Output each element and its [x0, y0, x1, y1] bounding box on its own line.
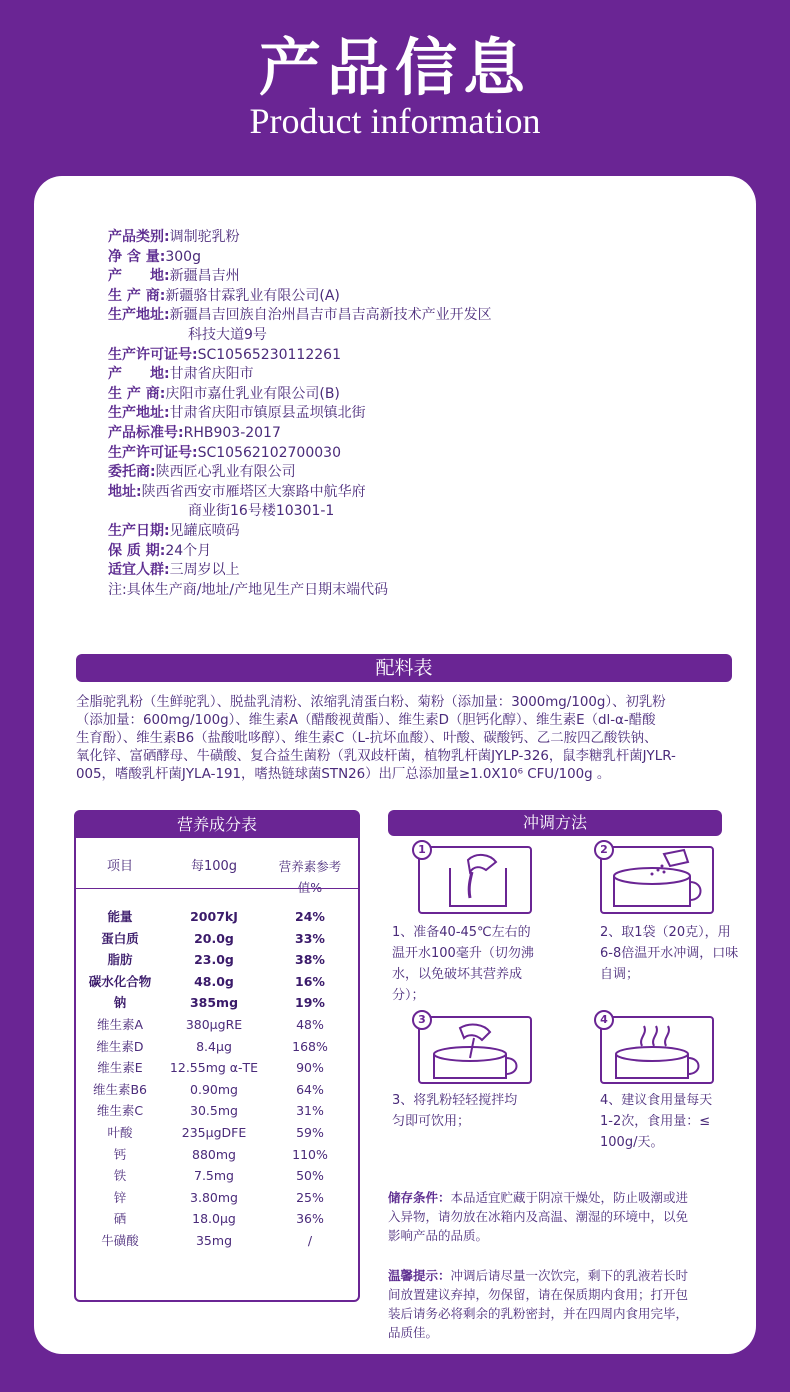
step-text-line: 1-2次，食用量：≤ [600, 1114, 711, 1129]
header-nrv: 营养素参考值% [278, 859, 342, 895]
info-value: SC10562102700030 [197, 444, 341, 461]
info-label: 生 产 商: [108, 385, 166, 402]
step-text-line: 3、将乳粉轻轻搅拌均 [392, 1093, 518, 1108]
info-row [108, 404, 492, 424]
info-value: 24个月 [165, 542, 212, 559]
info-value: 新疆昌吉州 [169, 268, 240, 285]
info-row [108, 581, 492, 601]
nutrition-cell-amount: 3.80mg [190, 1189, 238, 1205]
info-label: 生产许可证号: [108, 346, 198, 363]
step-text-line: 6-8倍温开水冲调，口味 [600, 946, 739, 961]
table-row [76, 1079, 358, 1100]
info-value: SC10565230112261 [197, 346, 341, 363]
tips-text: 装后请务必将剩余的乳粉密封，并在四周内食用完毕， [388, 1306, 689, 1321]
table-row [76, 1100, 358, 1121]
product-info-card [34, 176, 756, 1354]
ingredients-line: 生育酚）、维生素B6（盐酸吡哆醇）、维生素C（L-抗坏血酸）、叶酸、碳酸钙、乙二胺四乙酸铁钠、 [76, 731, 658, 746]
info-value: 三周岁以上 [169, 562, 240, 579]
header-per100g: 每100g [190, 859, 238, 874]
nutrition-cell-name: 维生素C [96, 1103, 144, 1119]
ingredients-line: 全脂驼乳粉（生鲜驼乳）、脱盐乳清粉、浓缩乳清蛋白粉、菊粉（添加量：3000mg/100g）、初乳粉 [76, 695, 666, 710]
tips-text: 间放置建议弃掉，勿保留，请在保质期内食用；打开包 [388, 1287, 689, 1302]
step-4-text [600, 1090, 730, 1153]
info-value: 新疆昌吉回族自治州昌吉市昌吉高新技术产业开发区 [169, 307, 492, 324]
nutrition-cell-name: 钙 [113, 1146, 127, 1162]
step-2-text [600, 922, 739, 985]
nutrition-cell-nrv: 24% [295, 909, 325, 924]
info-value: 300g [165, 248, 201, 265]
nutrition-cell-nrv: 33% [295, 930, 325, 946]
nutrition-cell-name: 钠 [113, 995, 127, 1011]
ingredients-line: （添加量：600mg/100g）、维生素A（醋酸视黄酯）、维生素D（胆钙化醇）、维生素E（dl-α-醋酸 [76, 713, 656, 728]
storage-line [388, 1188, 722, 1207]
nutrition-cell-name: 硒 [113, 1211, 127, 1227]
nutrition-cell-nrv: 38% [295, 952, 325, 968]
step-text-line: 自调； [600, 967, 640, 982]
storage-label: 储存条件： [388, 1190, 451, 1205]
step-3-text [392, 1090, 562, 1132]
storage-note [388, 1188, 722, 1245]
step-text-line: 100g/天。 [600, 1135, 664, 1150]
header-title-en: Product information [249, 101, 541, 141]
step-1-illustration [418, 846, 532, 914]
storage-text: 本品适宜贮藏于阴凉干燥处，防止吸潮或进 [450, 1190, 689, 1205]
info-row [108, 502, 492, 522]
nutrition-cell-amount: 35mg [195, 1233, 233, 1248]
nutrition-cell-nrv: 16% [295, 973, 325, 989]
info-row [108, 463, 492, 483]
step-text-line: 分）； [392, 988, 425, 1003]
nutrition-cell-amount: 20.0g [194, 930, 234, 946]
nutrition-cell-amount: 2007kJ [190, 909, 238, 924]
info-value: 调制驼乳粉 [169, 229, 240, 245]
info-label: 生产地址: [108, 405, 170, 422]
table-row [76, 1187, 358, 1208]
info-label: 适宜人群: [108, 562, 170, 579]
info-value: 注:具体生产商/地址/产地见生产日期末端代码 [108, 581, 389, 598]
info-value: 庆阳市嘉仕乳业有限公司(B) [165, 385, 340, 402]
nutrition-cell-name: 能量 [107, 909, 133, 924]
nutrition-cell-amount: 380μgRE [185, 1017, 243, 1032]
table-row [76, 1122, 358, 1143]
nutrition-cell-name: 脂肪 [107, 952, 133, 968]
info-row [108, 267, 492, 287]
table-row [76, 1057, 358, 1078]
step-3-illustration [418, 1016, 532, 1084]
tips-note [388, 1266, 722, 1342]
tips-text: 品质佳。 [388, 1325, 439, 1340]
info-label: 地址: [108, 483, 142, 500]
step-text-line: 2、取1袋（20克），用 [600, 925, 731, 940]
tips-line [388, 1285, 722, 1304]
nutrition-cell-nrv: 90% [296, 1060, 324, 1076]
nutrition-cell-amount: 30.5mg [190, 1103, 238, 1119]
nutrition-cell-name: 维生素D [96, 1038, 144, 1054]
info-value: 新疆骆甘霖乳业有限公司(A) [165, 287, 340, 304]
tips-label: 温馨提示： [388, 1268, 451, 1283]
table-row [76, 1014, 358, 1035]
step-4-illustration [600, 1016, 714, 1084]
ingredients-title: 配料表 [76, 654, 732, 682]
table-row [76, 949, 358, 970]
nutrition-cell-amount: 235μgDFE [181, 1125, 247, 1140]
nutrition-cell-amount: 7.5mg [194, 1168, 234, 1184]
step-text-line: 水，以免破坏其营养成 [392, 967, 523, 982]
nutrition-cell-nrv: 110% [292, 1146, 328, 1162]
nutrition-cell-nrv: 50% [296, 1168, 324, 1184]
preparation-title: 冲调方法 [388, 810, 722, 836]
tips-line [388, 1304, 722, 1323]
table-row [76, 1036, 358, 1057]
table-row [76, 906, 358, 927]
table-row [76, 1165, 358, 1186]
info-label: 委托商: [108, 464, 156, 481]
info-row [108, 385, 492, 405]
step-text-line: 1、准备40-45℃左右的 [392, 925, 531, 940]
info-row [108, 424, 492, 444]
info-label: 产 地: [108, 268, 170, 285]
step-4-number: 4 [594, 1010, 614, 1030]
info-row [108, 483, 492, 503]
nutrition-cell-name: 蛋白质 [101, 930, 139, 946]
info-value: 商业街16号楼10301-1 [188, 503, 335, 520]
info-value: 甘肃省庆阳市 [169, 366, 254, 383]
info-value: RHB903-2017 [183, 424, 281, 441]
nutrition-cell-amount: 385mg [189, 995, 239, 1011]
nutrition-cell-nrv: / [307, 1233, 313, 1248]
info-value: 陕西匠心乳业有限公司 [155, 464, 296, 481]
step-2-number: 2 [594, 840, 614, 860]
nutrition-cell-amount: 23.0g [194, 952, 234, 968]
info-label: 生产日期: [108, 522, 170, 539]
info-label: 保 质 期: [108, 542, 166, 559]
info-label: 产品标准号: [108, 424, 184, 441]
info-label: 生 产 商: [108, 287, 166, 304]
header-item: 项目 [106, 859, 133, 874]
info-label: 产品类别: [108, 229, 170, 245]
table-row [76, 928, 358, 949]
step-text-line: 温开水100毫升（切勿沸 [392, 946, 534, 961]
nutrition-cell-nrv: 168% [292, 1038, 328, 1054]
info-value: 见罐底喷码 [169, 522, 240, 539]
info-row [108, 561, 492, 581]
nutrition-cell-name: 碳水化合物 [88, 973, 152, 989]
nutrition-cell-amount: 12.55mg α-TE [169, 1060, 259, 1076]
info-row [108, 248, 492, 268]
nutrition-cell-amount: 18.0μg [192, 1211, 236, 1227]
ingredients-line: 氧化锌、富硒酵母、牛磺酸、复合益生菌粉（乳双歧杆菌，植物乳杆菌JYLP-326，鼠李糖乳杆菌JYLR- [76, 749, 676, 764]
info-row [108, 542, 492, 562]
info-row [108, 444, 492, 464]
nutrition-cell-name: 叶酸 [107, 1125, 133, 1140]
nutrition-cell-amount: 8.4μg [196, 1038, 232, 1054]
info-row [108, 326, 492, 346]
nutrition-cell-amount: 48.0g [194, 973, 234, 989]
info-row [108, 287, 492, 307]
info-value: 陕西省西安市雁塔区大寨路中航华府 [141, 483, 366, 500]
nutrition-divider [76, 888, 358, 889]
nutrition-cell-name: 牛磺酸 [101, 1233, 139, 1248]
product-info-list [108, 228, 492, 600]
step-1-number: 1 [412, 840, 432, 860]
storage-line [388, 1226, 722, 1245]
info-row [108, 365, 492, 385]
ingredients-text [76, 694, 736, 784]
step-3-number: 3 [412, 1010, 432, 1030]
storage-line [388, 1207, 722, 1226]
info-row [108, 228, 492, 248]
table-row [76, 992, 358, 1013]
nutrition-cell-nrv: 64% [296, 1081, 324, 1097]
nutrition-table [74, 810, 360, 1302]
ingredients-line: 005，嗜酸乳杆菌JYLA-191，嗜热链球菌STN26）出厂总添加量≥1.0X10⁶ CFU/100g 。 [76, 767, 611, 782]
info-row [108, 346, 492, 366]
nutrition-cell-nrv: 48% [296, 1017, 324, 1032]
info-label: 生产许可证号: [108, 444, 198, 461]
nutrition-cell-amount: 0.90mg [190, 1081, 238, 1097]
header-title-cn: 产品信息 [258, 31, 531, 104]
storage-text: 影响产品的品质。 [388, 1228, 489, 1243]
step-text-line: 匀即可饮用； [392, 1114, 471, 1129]
step-text-line: 4、建议食用量每天 [600, 1093, 713, 1108]
nutrition-cell-nrv: 59% [296, 1125, 324, 1140]
info-row [108, 522, 492, 542]
step-1-text [392, 922, 562, 1006]
table-row [76, 971, 358, 992]
tips-text: 冲调后请尽量一次饮完，剩下的乳液若长时 [450, 1268, 689, 1283]
nutrition-cell-nrv: 31% [296, 1103, 324, 1119]
nutrition-cell-name: 维生素A [96, 1017, 144, 1032]
info-value: 甘肃省庆阳市镇原县孟坝镇北街 [169, 405, 366, 422]
nutrition-cell-name: 维生素B6 [92, 1081, 148, 1097]
table-row [76, 1208, 358, 1229]
table-row [76, 1230, 358, 1251]
nutrition-cell-amount: 880mg [192, 1146, 236, 1162]
nutrition-cell-name: 锌 [113, 1189, 127, 1205]
nutrition-header-row [76, 856, 358, 895]
tips-line [388, 1266, 722, 1285]
nutrition-cell-nrv: 19% [295, 995, 325, 1011]
storage-text: 入异物，请勿放在冰箱内及高温、潮湿的环境中，以免 [388, 1209, 689, 1224]
tips-line [388, 1323, 722, 1342]
nutrition-cell-name: 铁 [113, 1168, 127, 1184]
info-value: 科技大道9号 [188, 326, 267, 343]
table-row [76, 1144, 358, 1165]
nutrition-title: 营养成分表 [76, 812, 358, 838]
info-label: 净 含 量: [108, 248, 166, 265]
nutrition-cell-nrv: 25% [296, 1189, 324, 1205]
info-row [108, 306, 492, 326]
nutrition-cell-name: 维生素E [97, 1060, 143, 1076]
info-label: 生产地址: [108, 307, 170, 324]
nutrition-cell-nrv: 36% [296, 1211, 324, 1227]
info-label: 产 地: [108, 366, 170, 383]
step-2-illustration [600, 846, 714, 914]
